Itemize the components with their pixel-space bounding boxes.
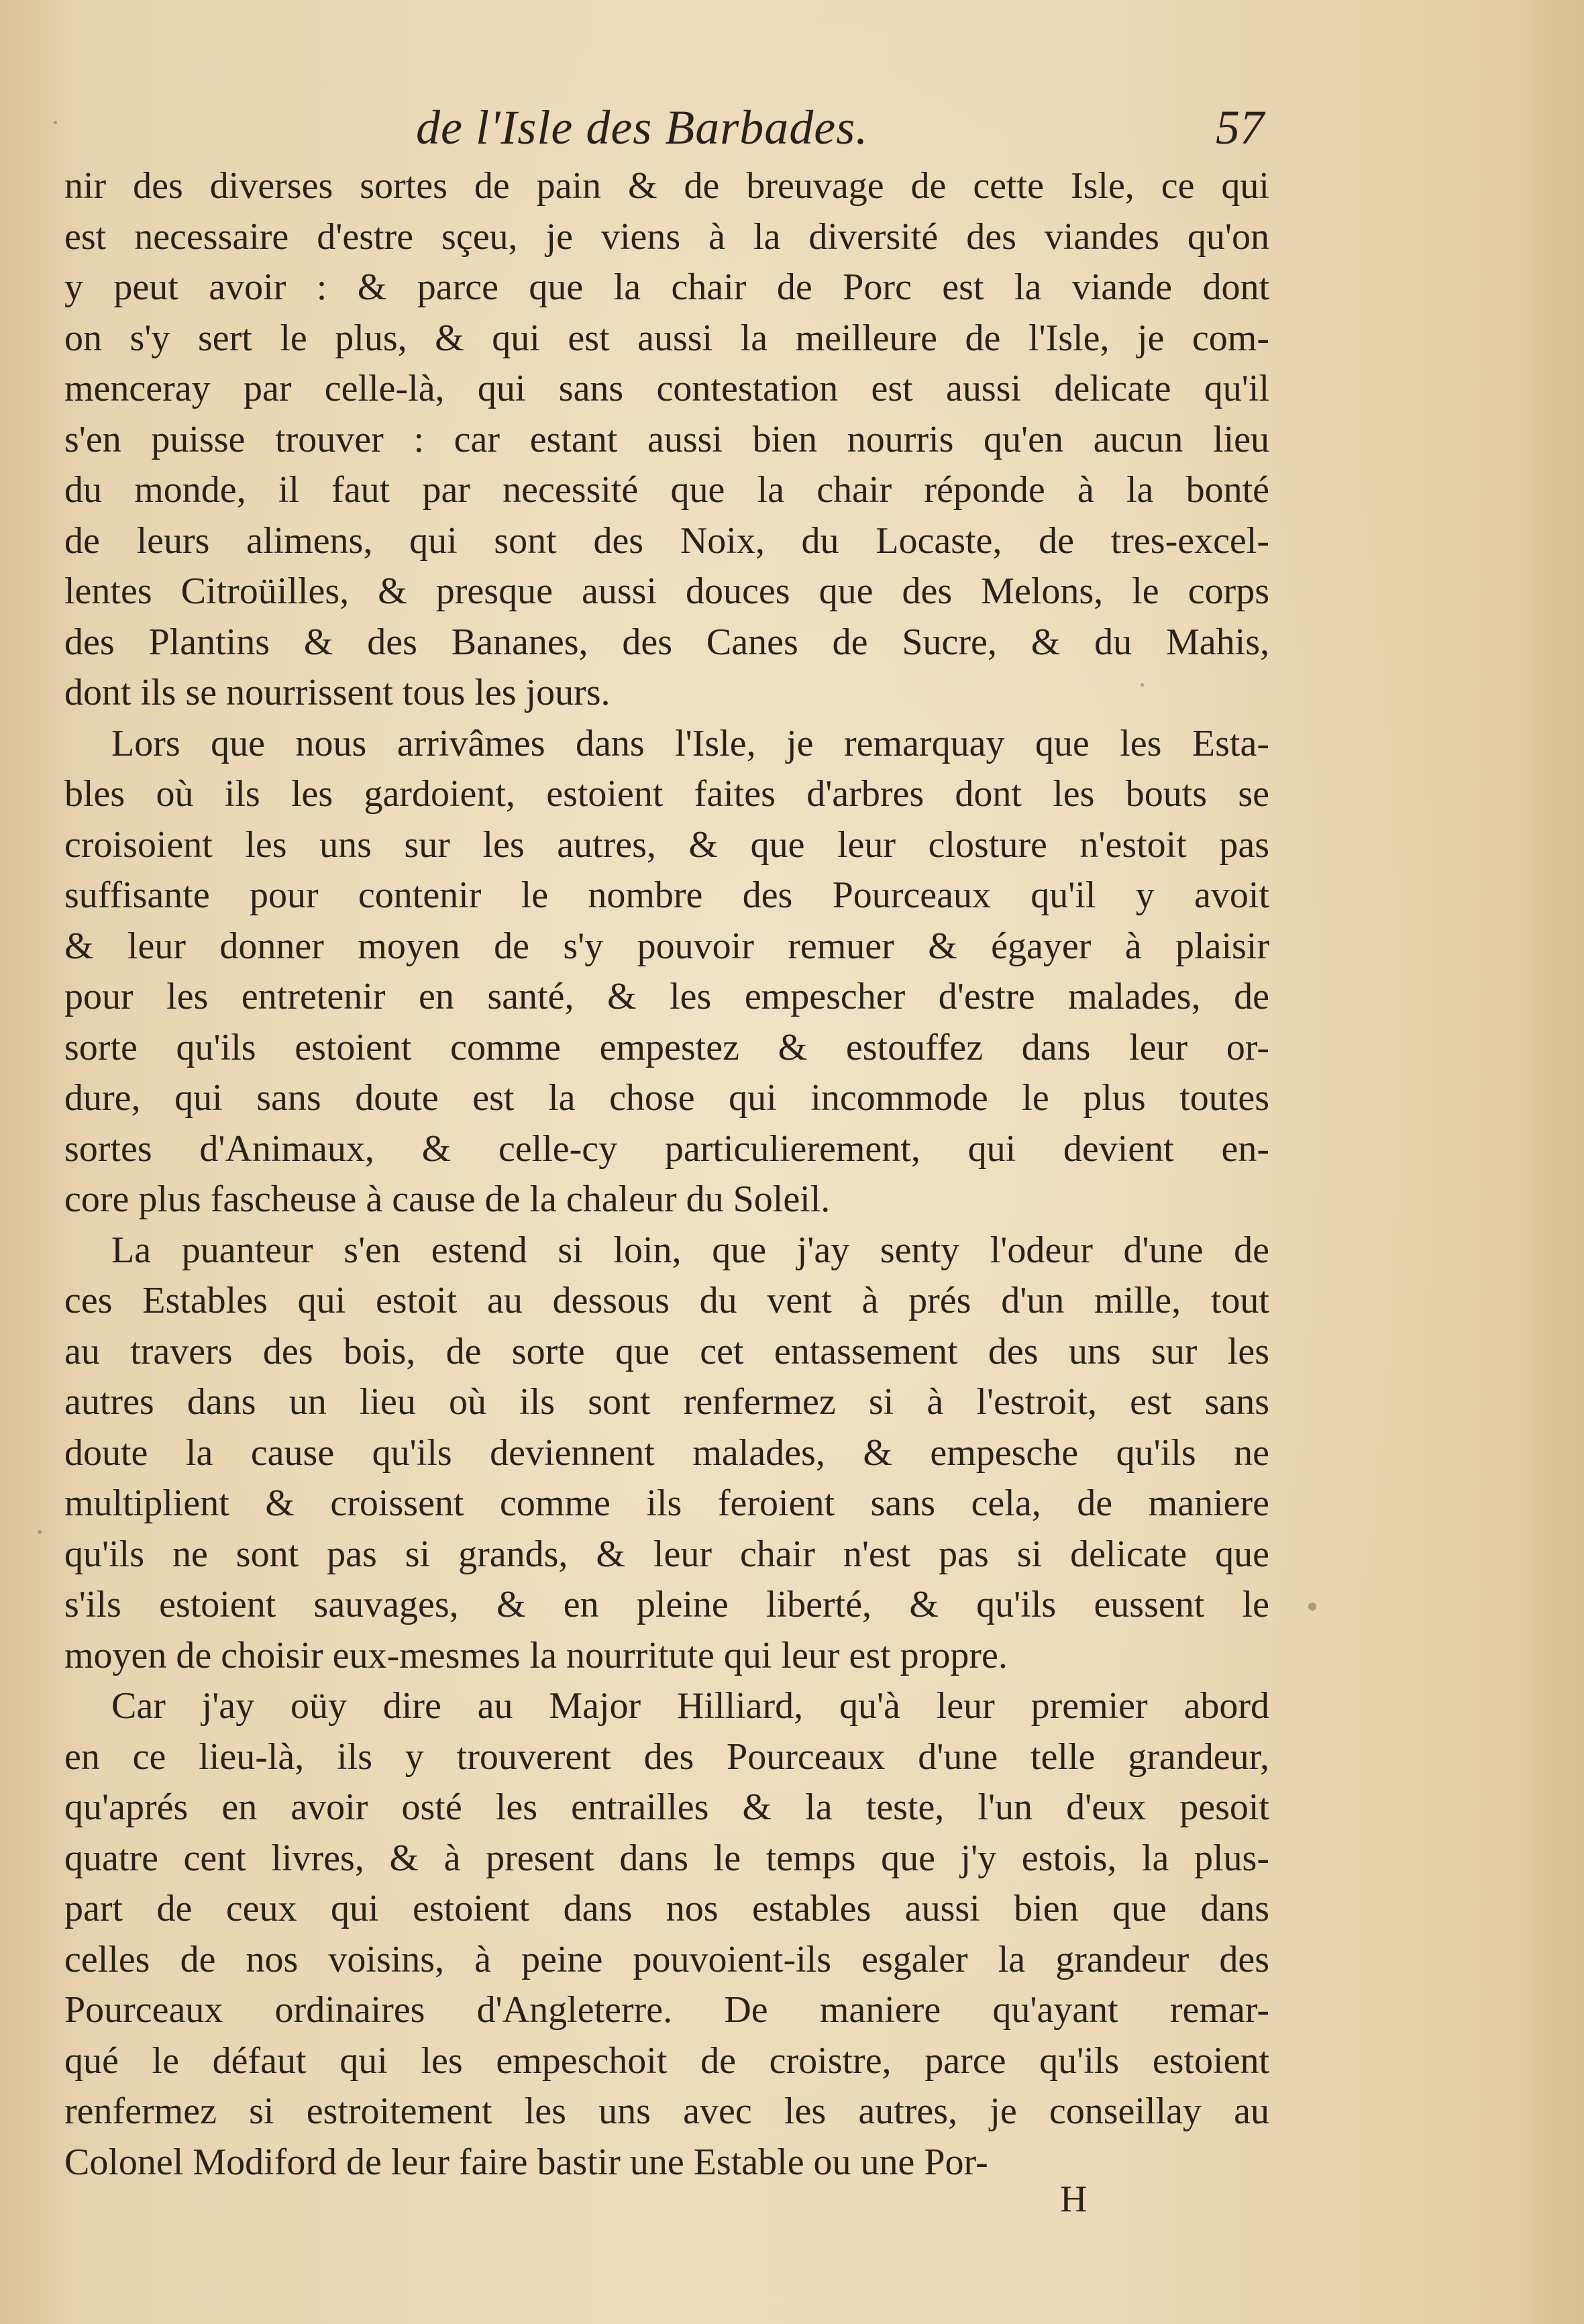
text-line: qu'ils ne sont pas si grands, & leur chair n'est pas si delicate que [64,1533,1269,1575]
running-title: de l'Isle des Barbades. [416,101,869,154]
running-head [0,101,1584,154]
paper-speck [1308,1603,1316,1611]
text-line: quatre cent livres, & à present dans le temps que j'y estois, la plus- [64,1837,1269,1879]
text-line: pour les entretenir en santé, & les empescher d'estre malades, de [64,976,1269,1017]
text-line: s'ils estoient sauvages, & en pleine liberté, & qu'ils eussent le [64,1584,1269,1625]
text-line: core plus fascheuse à cause de la chaleur du Soleil. [64,1178,831,1220]
text-line: au travers des bois, de sorte que cet entassement des uns sur les [64,1330,1269,1372]
text-line: y peut avoir : & parce que la chair de Porc est la viande dont [64,266,1269,308]
text-line: Lors que nous arrivâmes dans l'Isle, je remarquay que les Esta- [111,722,1269,764]
text-line: bles où ils les gardoient, estoient faites d'arbres dont les bouts se [64,773,1269,815]
text-line: dont ils se nourrissent tous les jours. [64,672,611,713]
text-line: & leur donner moyen de s'y pouvoir remuer & égayer à plaisir [64,925,1269,967]
text-line: doute la cause qu'ils deviennent malades, & empesche qu'ils ne [64,1431,1269,1474]
text-line: dure, qui sans doute est la chose qui incommode le plus toutes [64,1077,1269,1119]
text-line: Colonel Modiford de leur faire bastir une Estable ou une Por- [64,2141,988,2183]
paper-speck [1141,683,1144,687]
text-line: La puanteur s'en estend si loin, que j'ay senty l'odeur d'une de [111,1229,1269,1271]
text-line: des Plantins & des Bananes, des Canes de Sucre, & du Mahis, [64,621,1269,663]
text-line: menceray par celle-là, qui sans contestation est aussi delicate qu'il [64,368,1269,409]
text-line: Pourceaux ordinaires d'Angleterre. De maniere qu'ayant remar- [64,1989,1269,2031]
text-line: renfermez si estroitement les uns avec les autres, je conseillay au [64,2090,1269,2132]
text-line: moyen de choisir eux-mesmes la nourritute qui leur est propre. [64,1634,1008,1676]
text-line: on s'y sert le plus, & qui est aussi la meilleure de l'Isle, je com- [64,317,1269,359]
text-line: suffisante pour contenir le nombre des Pourceaux qu'il y avoit [64,874,1269,916]
text-line: multiplient & croissent comme ils feroient sans cela, de maniere [64,1482,1269,1524]
text-line: est necessaire d'estre sçeu, je viens à la diversité des viandes qu'on [64,215,1269,258]
text-line: part de ceux qui estoient dans nos estables aussi bien que dans [64,1888,1269,1929]
text-line: s'en puisse trouver : car estant aussi bien nourris qu'en aucun lieu [64,418,1269,460]
text-line: en ce lieu-là, ils y trouverent des Pourceaux d'une telle grandeur, [64,1735,1269,1778]
text-line: celles de nos voisins, à peine pouvoient-ils esgaler la grandeur des [64,1938,1269,1980]
paper-speck [38,1530,42,1534]
text-line: du monde, il faut par necessité que la chair réponde à la bonté [64,469,1269,511]
text-line: sortes d'Animaux, & celle-cy particulierement, qui devient en- [64,1127,1269,1170]
signature-mark: H [1060,2178,1088,2220]
text-line: nir des diverses sortes de pain & de breuvage de cette Isle, ce qui [64,165,1269,207]
text-line: autres dans un lieu où ils sont renfermez si à l'estroit, est sans [64,1381,1269,1423]
text-line: Car j'ay oüy dire au Major Hilliard, qu'à leur premier abord [111,1685,1269,1727]
paper-speck [54,121,57,124]
text-line: lentes Citroüilles, & presque aussi douces que des Melons, le corps [64,570,1269,612]
text-line: qué le défaut qui les empeschoit de croistre, parce qu'ils estoient [64,2039,1269,2082]
body-text [64,161,1269,2188]
page-number: 57 [1216,101,1264,154]
text-line: ces Estables qui estoit au dessous du vent à prés d'un mille, tout [64,1280,1269,1321]
text-line: de leurs alimens, qui sont des Noix, du Locaste, de tres-excel- [64,519,1269,562]
text-line: qu'aprés en avoir osté les entrailles & la teste, l'un d'eux pesoit [64,1786,1269,1828]
text-line: croisoient les uns sur les autres, & que leur closture n'estoit pas [64,823,1269,866]
text-line: sorte qu'ils estoient comme empestez & estouffez dans leur or- [64,1026,1269,1068]
